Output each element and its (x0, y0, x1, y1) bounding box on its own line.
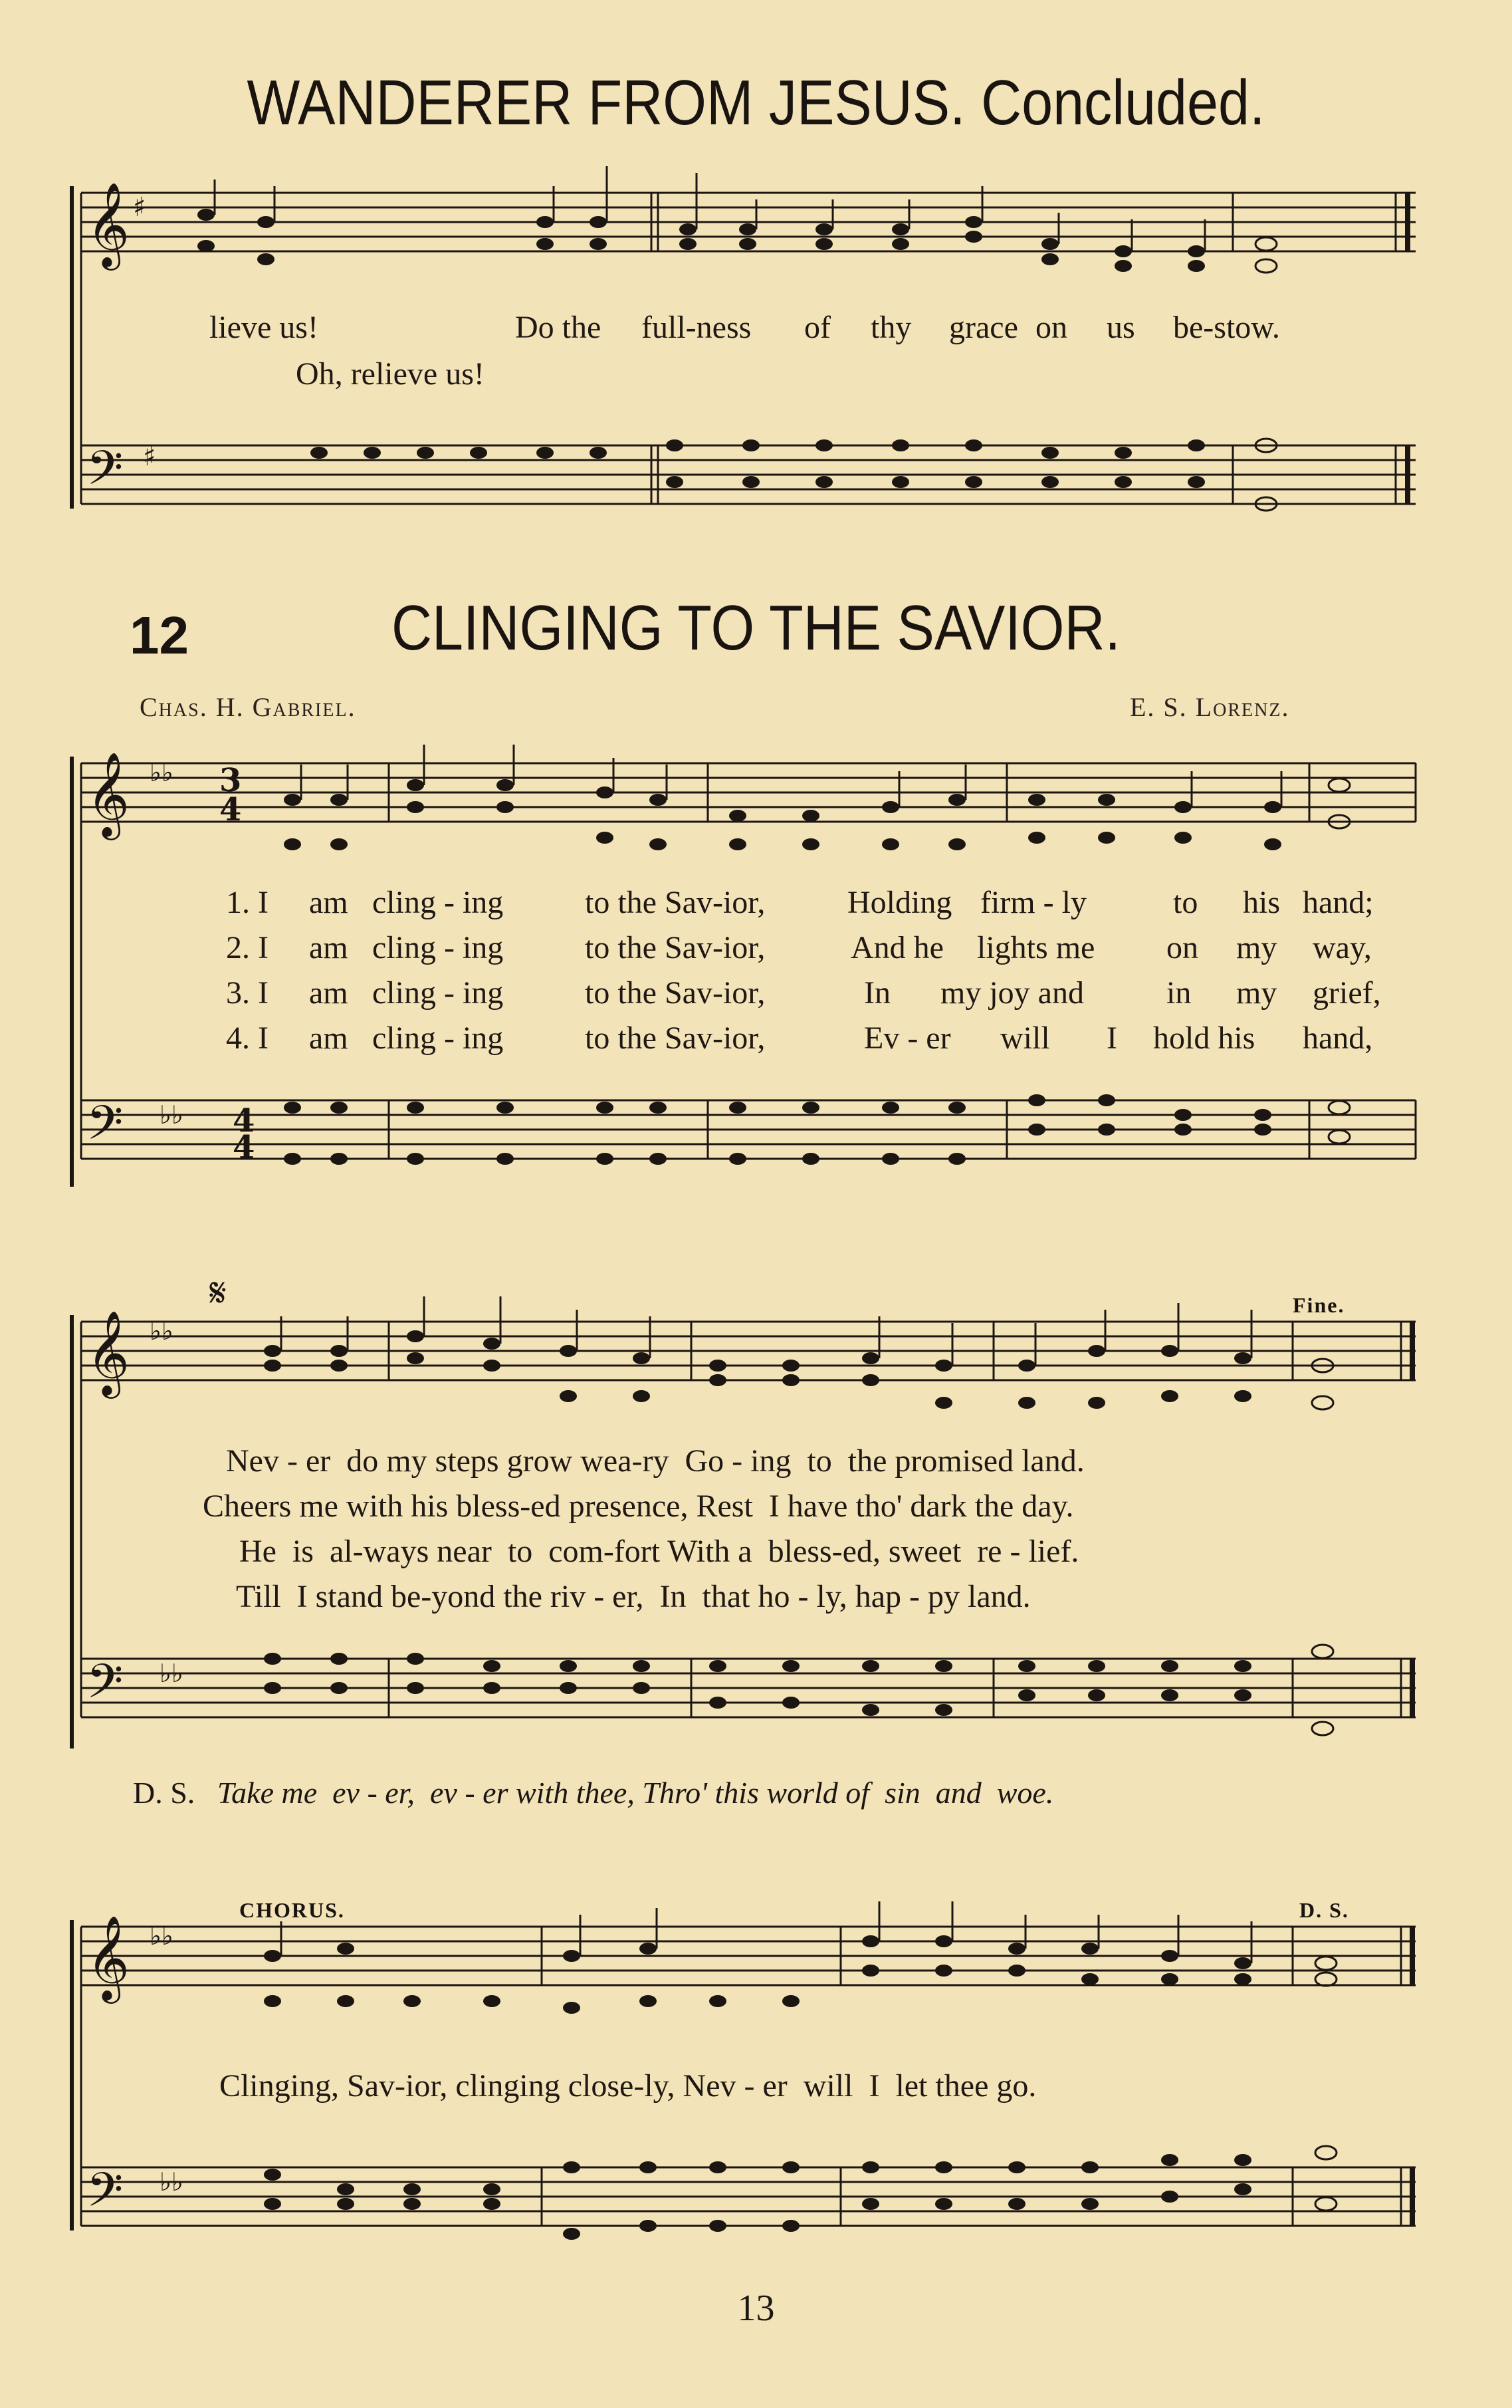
chorus-label: CHORUS. (239, 1898, 345, 1922)
lyric-word: Do the (515, 310, 601, 345)
verse-row: 3. I am cling - ing to the Sav-ior, In my joy and in my grief, (226, 975, 1381, 1011)
svg-text:♯: ♯ (143, 441, 156, 472)
composer-credit: Chas. H. Gabriel. (140, 692, 356, 722)
ds-words: Take me ev - er, ev - er with thee, Thro' this world of sin and woe. (217, 1776, 1054, 1810)
time-signature-bottom: 4 (219, 791, 242, 828)
svg-text:4: 4 (233, 1129, 255, 1166)
svg-text:𝄢: 𝄢 (86, 2163, 124, 2229)
svg-text:𝄞: 𝄞 (86, 1310, 130, 1395)
fine-marker: Fine. (1293, 1293, 1345, 1317)
hymn-11-lyric-line (0, 309, 1512, 349)
page-number: 13 (737, 2288, 775, 2329)
verse-row: Cheers me with his bless-ed presence, Rest I have tho' dark the day. (203, 1489, 1074, 1524)
lyric-word: of (804, 310, 831, 345)
svg-text:𝄞: 𝄞 (86, 1915, 130, 2000)
chorus-lyric: Clinging, Sav-ior, clinging close-ly, Nev - er will I let thee go. (219, 2068, 1037, 2104)
verse-row: Nev - er do my steps grow wea-ry Go - ing to the promised land. (226, 1443, 1085, 1479)
svg-text:♭♭: ♭♭ (150, 1316, 173, 1346)
hymn-11-echo-lyric: Oh, relieve us! (296, 356, 485, 392)
svg-text:♭♭: ♭♭ (160, 2167, 183, 2197)
svg-text:♯: ♯ (133, 192, 146, 223)
svg-text:4: 4 (233, 1102, 255, 1140)
svg-text:𝄢: 𝄢 (86, 441, 124, 507)
lyric-word: full-ness (641, 310, 752, 345)
verse-row: He is al-ways near to com-fort With a bless-ed, sweet re - lief. (239, 1534, 1079, 1569)
ds-marker: D. S. (1299, 1898, 1349, 1922)
verse-row: 1. I am cling - ing to the Sav-ior, Holding firm - ly to his hand; (226, 885, 1374, 920)
arranger-credit: E. S. Lorenz. (1130, 692, 1290, 722)
ds-label: D. S. (133, 1776, 195, 1810)
staff-system-2 (0, 738, 1512, 1203)
time-signature-top: 3 (219, 762, 242, 799)
lyric-word: us (1107, 310, 1135, 345)
verse-row: Till I stand be-yond the riv - er, In that ho - ly, hap - py land. (236, 1579, 1031, 1614)
verse-row: 2. I am cling - ing to the Sav-ior, And he lights me on my way, (226, 930, 1372, 965)
svg-text:♭♭: ♭♭ (150, 1921, 173, 1951)
svg-text:♭♭: ♭♭ (150, 758, 173, 787)
svg-text:𝄢: 𝄢 (86, 1654, 124, 1721)
lyric-word: lieve us! (209, 310, 318, 345)
lyric-word: grace (949, 310, 1018, 345)
lyric-word: thy (871, 310, 912, 345)
svg-text:𝄢: 𝄢 (86, 1096, 124, 1162)
lyric-word: on (1035, 310, 1067, 345)
svg-text:𝄞: 𝄞 (86, 751, 130, 836)
hymn-number: 12 (130, 606, 189, 665)
verse-row: 4. I am cling - ing to the Sav-ior, Ev - er will I hold his hand, (226, 1021, 1373, 1056)
hymn-12-title: CLINGING TO THE SAVIOR. (391, 592, 1121, 663)
segno-sign: 𝄋 (209, 1270, 227, 1316)
hymn-11-title: WANDERER FROM JESUS. Concluded. (247, 67, 1265, 138)
svg-text:♭♭: ♭♭ (160, 1100, 183, 1130)
svg-text:𝄞: 𝄞 (86, 181, 130, 267)
lyric-word: be-stow. (1173, 310, 1280, 345)
svg-text:♭♭: ♭♭ (160, 1659, 183, 1688)
ds-lyric-line (133, 1775, 1053, 1810)
